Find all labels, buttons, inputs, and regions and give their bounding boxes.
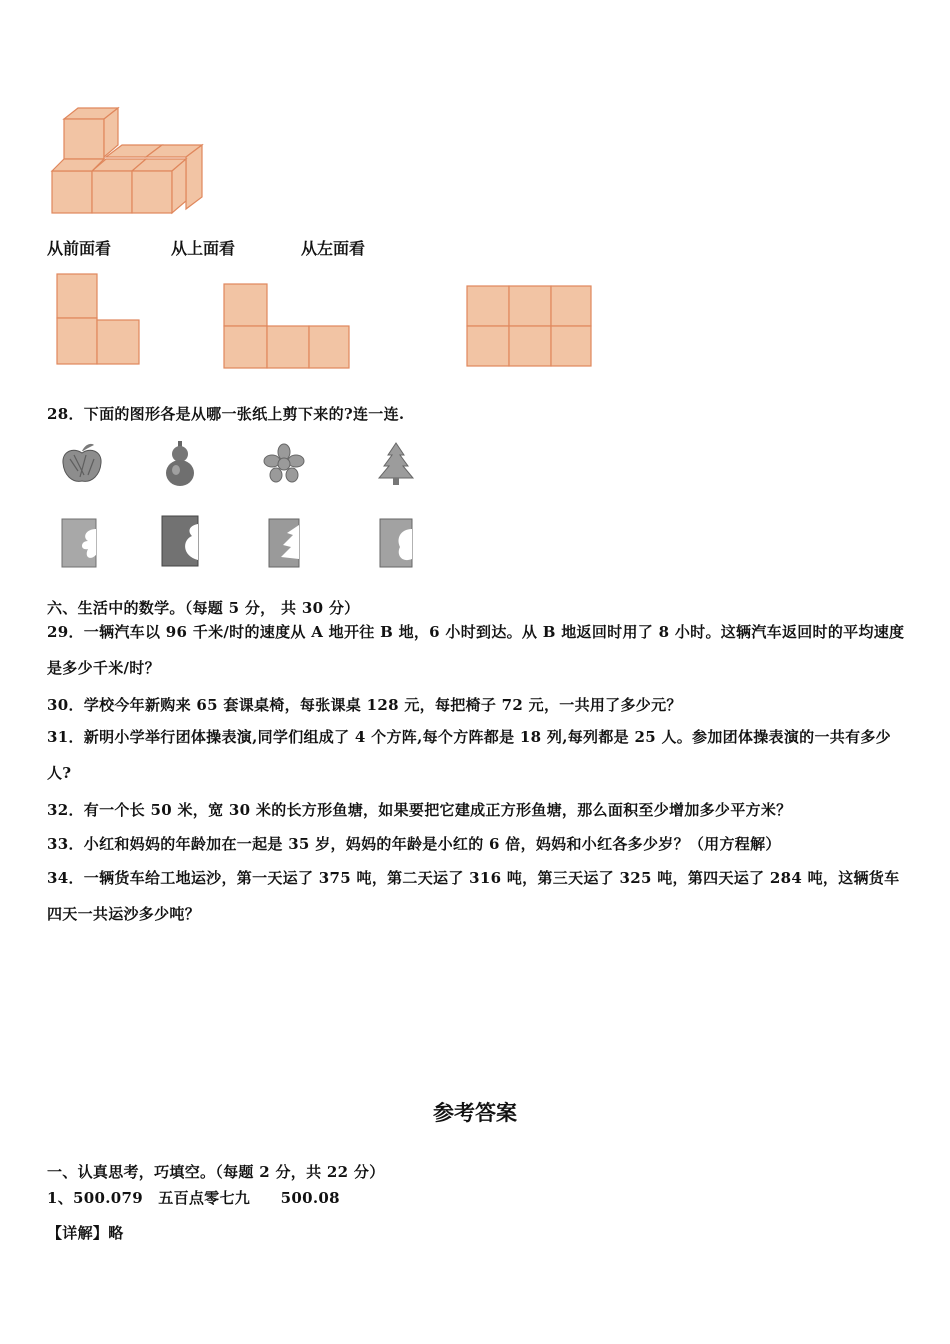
question-28: 28．下面的图形各是从哪一张纸上剪下来的?连一连. (47, 405, 405, 423)
answer-1: 1、500.079 五百点零七九 500.08 (47, 1189, 340, 1207)
tree-shape-icon[interactable] (376, 441, 416, 487)
front-view-label: 从前面看 (47, 239, 112, 258)
question-29: 29．一辆汽车以 96 千米/时的速度从 A 地开往 B 地，6 小时到达。从 B 地返回时用了 8 小时。这辆汽车返回时的平均速度是多少千米/时？ (47, 623, 905, 677)
question-31: 31．新明小学举行团体操表演,同学们组成了 4 个方阵,每个方阵都是 18 列,每列都是 25 人。参加团体操表演的一共有多少人? (47, 728, 891, 782)
paper-with-flower-hole-icon[interactable] (60, 517, 102, 569)
front-view-diagram (55, 272, 145, 367)
flower-shape-icon[interactable] (263, 443, 305, 483)
question-33: 33．小红和妈妈的年龄加在一起是 35 岁，妈妈的年龄是小红的 6 倍，妈妈和小红各多少岁？（用方程解） (47, 835, 781, 853)
answers-section-1-heading: 一、认真思考，巧填空。（每题 2 分，共 22 分） (47, 1163, 385, 1181)
cube-stack-illustration (50, 105, 205, 217)
paper-with-apple-hole-icon[interactable] (378, 517, 416, 569)
question-30: 30．学校今年新购来 65 套课桌椅，每张课桌 128 元，每把椅子 72 元，一共用了多少元？ (47, 696, 682, 714)
section-6-heading: 六、生活中的数学。（每题 5 分， 共 30 分） (47, 599, 360, 617)
question-34: 34．一辆货车给工地运沙，第一天运了 375 吨，第二天运了 316 吨，第三天运了 325 吨，第四天运了 284 吨，这辆货车四天一共运沙多少吨？ (47, 869, 900, 923)
paper-with-gourd-hole-icon[interactable] (160, 514, 200, 568)
gourd-shape-icon[interactable] (162, 440, 198, 488)
apple-shape-icon[interactable] (60, 441, 104, 485)
left-view-label: 从左面看 (301, 239, 366, 258)
left-view-diagram (465, 284, 597, 370)
answer-1-detail: 【详解】略 (47, 1224, 124, 1242)
answers-title: 参考答案 (433, 1101, 517, 1125)
top-view-diagram (222, 282, 354, 372)
paper-with-tree-hole-icon[interactable] (267, 517, 301, 569)
top-view-label: 从上面看 (171, 239, 236, 258)
question-32: 32．有一个长 50 米，宽 30 米的长方形鱼塘，如果要把它建成正方形鱼塘，那么面积至少增加多少平方米？ (47, 801, 792, 819)
